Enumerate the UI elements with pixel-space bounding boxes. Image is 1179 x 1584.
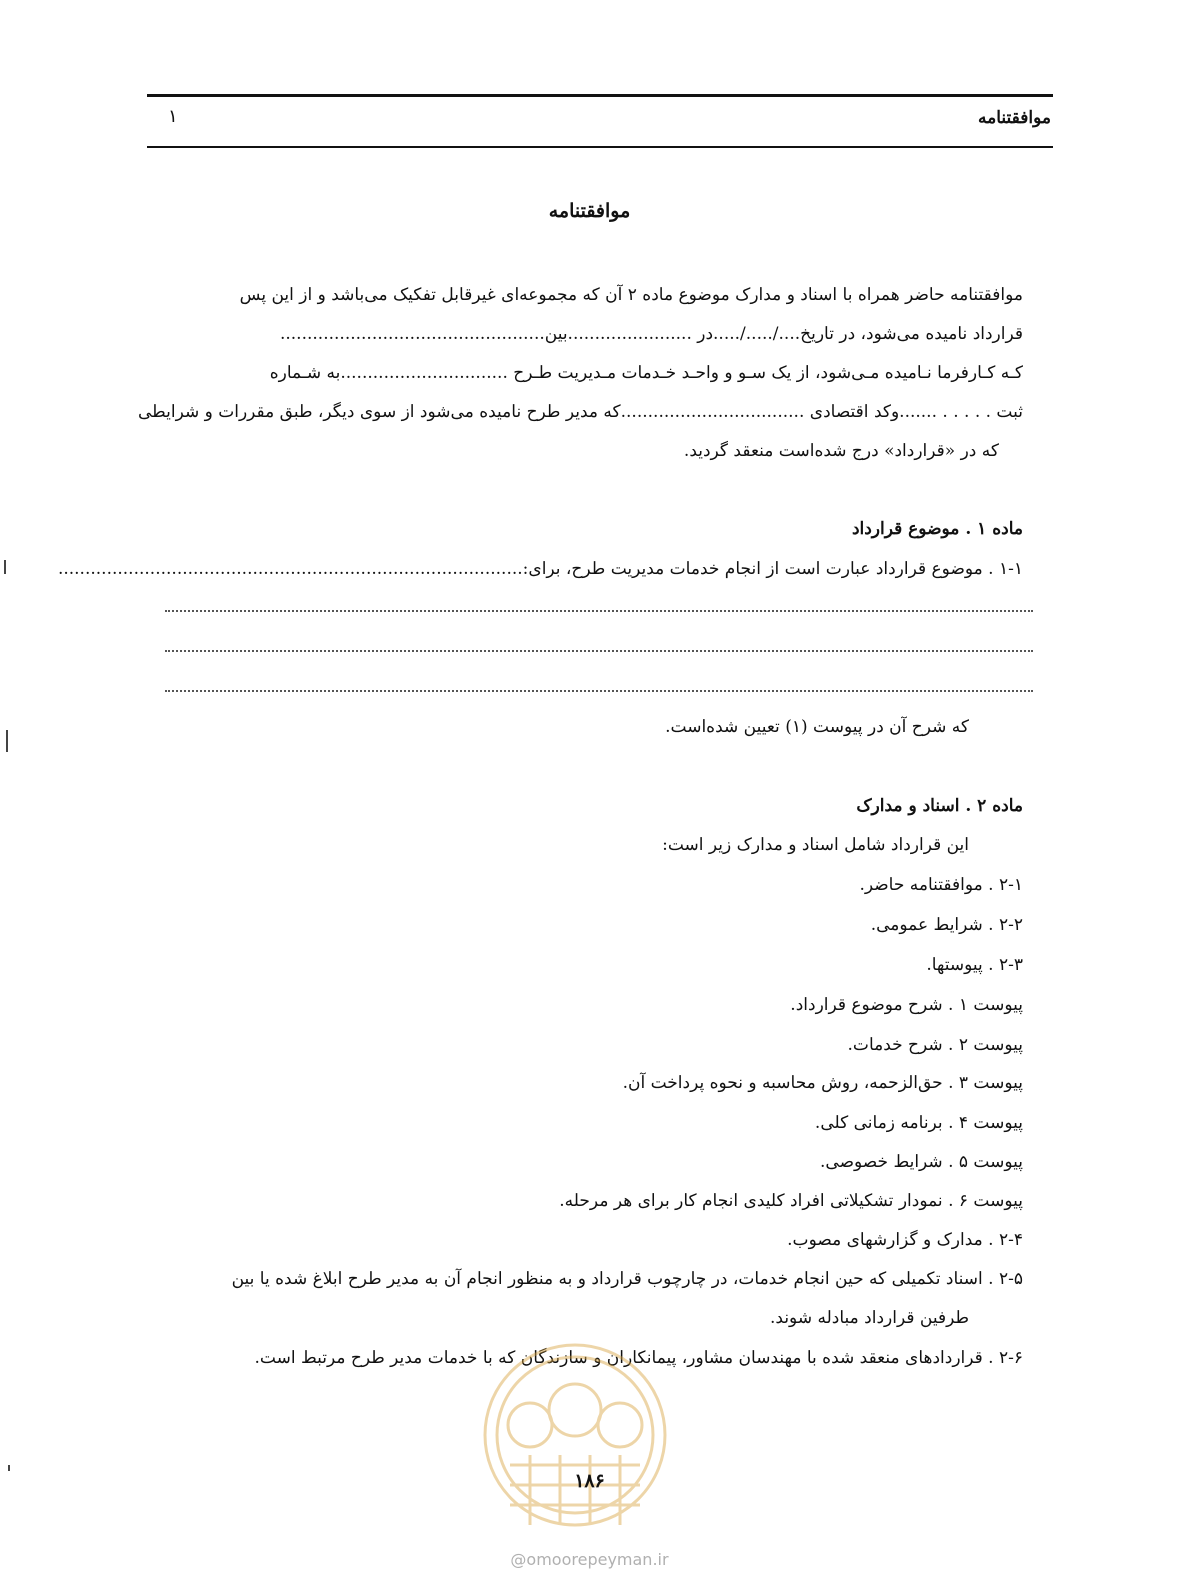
scan-mark xyxy=(4,560,6,574)
article2-item: ۲-۴ . مدارک و گزارشهای مصوب. xyxy=(787,1230,1023,1250)
intro-line: موافقتنامه حاضر همراه با اسناد و مدارک موضوع ماده ۲ آن که مجموعه‌ای غیرقابل تفکیک می‌باشد و از این پس xyxy=(239,285,1023,305)
article1-heading: ماده ۱ . موضوع قرارداد xyxy=(851,519,1023,539)
running-header-page: ۱ xyxy=(168,106,178,127)
blank-line xyxy=(165,610,1033,612)
document-title: موافقتنامه xyxy=(548,200,631,222)
article2-item: ۲-۵ . اسناد تکمیلی که حین انجام خدمات، در چارچوب قرارداد و به منظور انجام آن به مدیر طرح ابلاغ شده یا بین xyxy=(231,1269,1023,1289)
article2-item: ۲-۱ . موافقتنامه حاضر. xyxy=(859,875,1023,895)
intro-line: ثبت . . . . . .......وکد اقتصادی ..................................که مدیر طرح نامیده می‌شود از سوی دیگر، طبق مقررات و شرایطی xyxy=(138,402,1023,422)
intro-line: کـه کـارفرما نـامیده مـی‌شود، از یک سـو و واحـد خـدمات مـدیریت طـرح ...............................به شـماره xyxy=(269,363,1023,383)
article2-item: ۲-۶ . قراردادهای منعقد شده با مهندسان مشاور، پیمانکاران و سازندگان که با خدمات مدیر طرح مرتبط است. xyxy=(254,1348,1023,1368)
stamp-watermark-icon xyxy=(470,1325,680,1565)
scan-mark xyxy=(6,730,8,752)
running-header-title: موافقتنامه xyxy=(978,108,1051,128)
article1-clause: ۱-۱ . موضوع قرارداد عبارت است از انجام خدمات مدیریت طرح، برای:...................................................................................... xyxy=(57,559,1023,579)
article2-heading: ماده ۲ . اسناد و مدارک xyxy=(856,796,1023,816)
blank-line xyxy=(165,690,1033,692)
site-watermark: @omoorepeyman.ir xyxy=(510,1550,669,1569)
article2-item-continued: طرفین قرارداد مبادله شوند. xyxy=(770,1308,969,1328)
appendix-item: پیوست ۳ . حق‌الزحمه، روش محاسبه و نحوه پرداخت آن. xyxy=(622,1073,1023,1093)
blank-line xyxy=(165,650,1033,652)
scan-mark xyxy=(8,1465,10,1471)
intro-line: که در «قرارداد» درج شده‌است منعقد گردید. xyxy=(683,441,999,461)
article2-item: ۲-۳ . پیوستها. xyxy=(926,955,1023,975)
appendix-item: پیوست ۱ . شرح موضوع قرارداد. xyxy=(790,995,1023,1015)
appendix-item: پیوست ۵ . شرایط خصوصی. xyxy=(820,1152,1023,1172)
article2-item: ۲-۲ . شرایط عمومی. xyxy=(870,915,1023,935)
appendix-item: پیوست ۶ . نمودار تشکیلاتی افراد کلیدی انجام کار برای هر مرحله. xyxy=(559,1191,1023,1211)
intro-line: قرارداد نامیده می‌شود، در تاریخ..../...../.....در .......................بین................................................. xyxy=(279,324,1023,344)
article1-note: که شرح آن در پیوست (۱) تعیین شده‌است. xyxy=(665,717,969,737)
article2-intro: این قرارداد شامل اسناد و مدارک زیر است: xyxy=(662,835,969,855)
appendix-item: پیوست ۴ . برنامه زمانی کلی. xyxy=(814,1113,1023,1133)
appendix-item: پیوست ۲ . شرح خدمات. xyxy=(847,1035,1023,1055)
page-number: ۱۸۶ xyxy=(574,1470,605,1492)
header-rule-top xyxy=(147,94,1053,97)
header-rule-bottom xyxy=(147,146,1053,148)
